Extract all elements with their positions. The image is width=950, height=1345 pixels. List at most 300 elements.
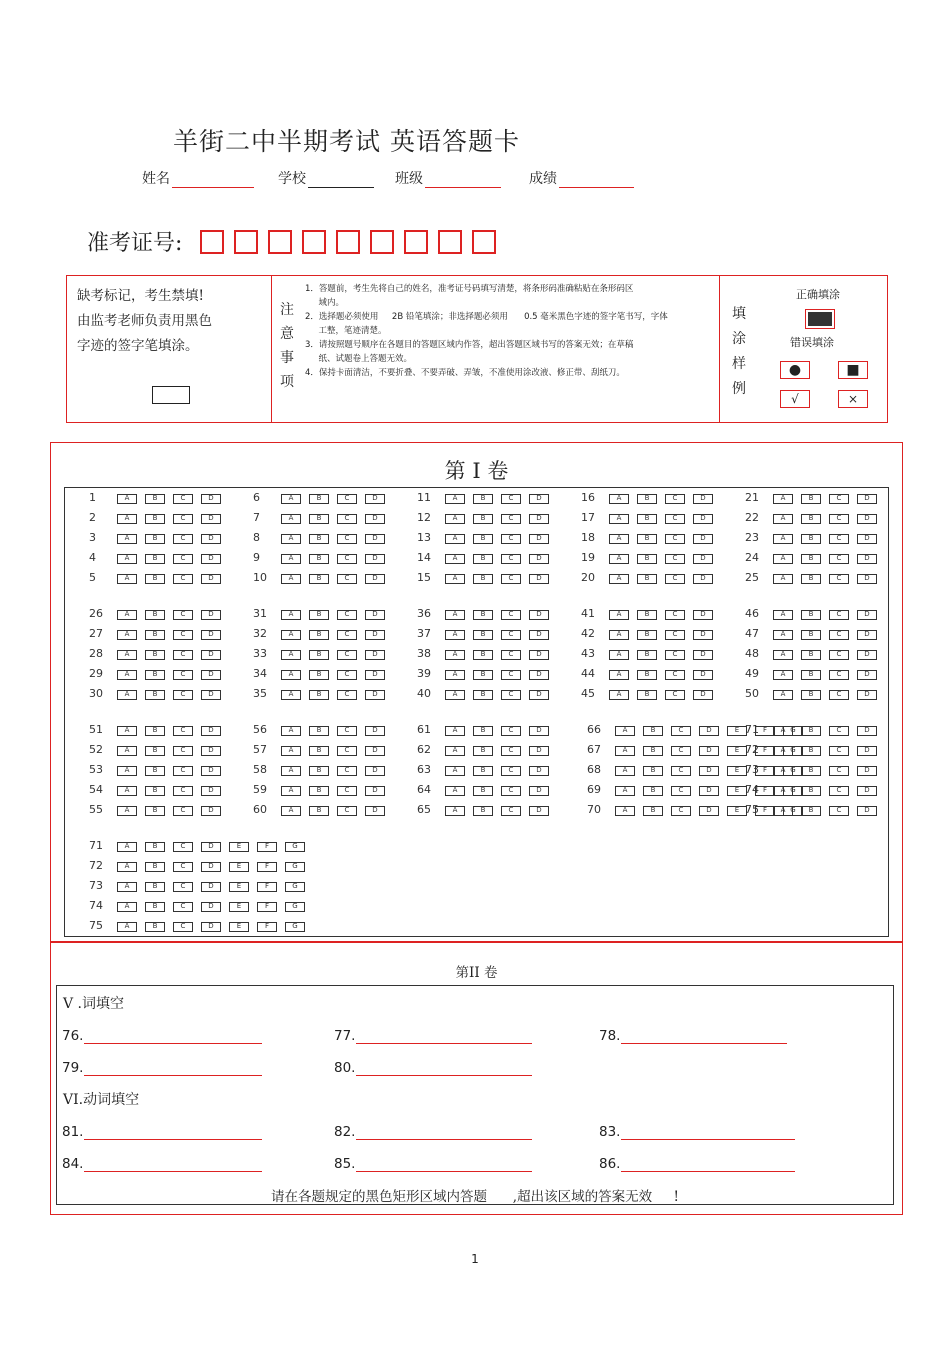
answer-bubble-66-e[interactable]: E [727, 726, 747, 736]
answer-bubble-73-c[interactable]: C [173, 882, 193, 892]
answer-bubble-26-c[interactable]: C [173, 610, 193, 620]
field-score[interactable] [529, 168, 634, 188]
answer-bubble-75-c[interactable]: C [173, 922, 193, 932]
answer-bubble-19-d[interactable]: D [693, 554, 713, 564]
answer-bubble-52-d[interactable]: D [201, 746, 221, 756]
answer-bubble-12-c[interactable]: C [501, 514, 521, 524]
answer-bubble-17-a[interactable]: A [609, 514, 629, 524]
answer-bubble-68-e[interactable]: E [727, 766, 747, 776]
answer-bubble-47-a[interactable]: A [773, 630, 793, 640]
answer-bubble-39-d[interactable]: D [529, 670, 549, 680]
answer-bubble-23-d[interactable]: D [857, 534, 877, 544]
answer-bubble-73-f[interactable]: F [257, 882, 277, 892]
answer-line[interactable] [84, 1029, 262, 1044]
answer-bubble-34-a[interactable]: A [281, 670, 301, 680]
answer-bubble-68-a[interactable]: A [615, 766, 635, 776]
answer-bubble-44-b[interactable]: B [637, 670, 657, 680]
answer-bubble-31-d[interactable]: D [365, 610, 385, 620]
answer-bubble-44-d[interactable]: D [693, 670, 713, 680]
answer-bubble-8-c[interactable]: C [337, 534, 357, 544]
answer-bubble-60-a[interactable]: A [281, 806, 301, 816]
answer-bubble-67-d[interactable]: D [699, 746, 719, 756]
answer-bubble-24-b[interactable]: B [801, 554, 821, 564]
answer-bubble-31-b[interactable]: B [309, 610, 329, 620]
blank-83[interactable]: 83. [599, 1124, 795, 1140]
answer-bubble-3-b[interactable]: B [145, 534, 165, 544]
answer-bubble-16-a[interactable]: A [609, 494, 629, 504]
answer-bubble-45-b[interactable]: B [637, 690, 657, 700]
answer-bubble-70-g[interactable]: G [783, 806, 803, 816]
answer-line[interactable] [356, 1029, 532, 1044]
answer-bubble-5-d[interactable]: D [201, 574, 221, 584]
answer-bubble-70-a[interactable]: A [615, 806, 635, 816]
answer-bubble-4-a[interactable]: A [117, 554, 137, 564]
answer-bubble-27-c[interactable]: C [173, 630, 193, 640]
answer-bubble-6-b[interactable]: B [309, 494, 329, 504]
answer-bubble-58-d[interactable]: D [365, 766, 385, 776]
answer-bubble-20-d[interactable]: D [693, 574, 713, 584]
answer-bubble-68-b[interactable]: B [643, 766, 663, 776]
answer-bubble-48-a[interactable]: A [773, 650, 793, 660]
answer-bubble-57-a[interactable]: A [281, 746, 301, 756]
answer-bubble-53-b[interactable]: B [145, 766, 165, 776]
answer-bubble-46-a[interactable]: A [773, 610, 793, 620]
answer-bubble-34-d[interactable]: D [365, 670, 385, 680]
answer-line[interactable] [621, 1157, 795, 1172]
answer-bubble-54-b[interactable]: B [145, 786, 165, 796]
answer-bubble-44-a[interactable]: A [609, 670, 629, 680]
answer-bubble-25-a[interactable]: A [773, 574, 793, 584]
answer-bubble-25-c[interactable]: C [829, 574, 849, 584]
answer-bubble-22-b[interactable]: B [801, 514, 821, 524]
answer-bubble-48-b[interactable]: B [801, 650, 821, 660]
answer-bubble-29-b[interactable]: B [145, 670, 165, 680]
answer-bubble-47-d[interactable]: D [857, 630, 877, 640]
answer-bubble-67-a[interactable]: A [615, 746, 635, 756]
answer-bubble-62-c[interactable]: C [501, 746, 521, 756]
answer-bubble-59-b[interactable]: B [309, 786, 329, 796]
answer-bubble-52-b[interactable]: B [145, 746, 165, 756]
answer-bubble-17-c[interactable]: C [665, 514, 685, 524]
answer-bubble-75-b[interactable]: B [801, 806, 821, 816]
answer-bubble-66-d[interactable]: D [699, 726, 719, 736]
answer-bubble-29-d[interactable]: D [201, 670, 221, 680]
answer-bubble-10-d[interactable]: D [365, 574, 385, 584]
answer-bubble-42-c[interactable]: C [665, 630, 685, 640]
answer-bubble-25-d[interactable]: D [857, 574, 877, 584]
answer-line[interactable] [621, 1125, 795, 1140]
blank-77[interactable]: 77. [334, 1028, 532, 1044]
answer-bubble-63-d[interactable]: D [529, 766, 549, 776]
exam-number-box[interactable] [302, 230, 326, 254]
answer-bubble-11-a[interactable]: A [445, 494, 465, 504]
answer-bubble-46-b[interactable]: B [801, 610, 821, 620]
answer-bubble-27-a[interactable]: A [117, 630, 137, 640]
answer-bubble-51-d[interactable]: D [201, 726, 221, 736]
answer-bubble-39-a[interactable]: A [445, 670, 465, 680]
answer-bubble-69-c[interactable]: C [671, 786, 691, 796]
missing-mark-box[interactable] [152, 386, 190, 404]
answer-bubble-55-d[interactable]: D [201, 806, 221, 816]
answer-bubble-72-c[interactable]: C [829, 746, 849, 756]
answer-bubble-72-b[interactable]: B [801, 746, 821, 756]
field-school[interactable] [278, 168, 374, 188]
answer-bubble-71-e[interactable]: E [229, 842, 249, 852]
answer-bubble-16-c[interactable]: C [665, 494, 685, 504]
answer-bubble-57-c[interactable]: C [337, 746, 357, 756]
answer-bubble-56-c[interactable]: C [337, 726, 357, 736]
answer-bubble-28-d[interactable]: D [201, 650, 221, 660]
answer-bubble-47-c[interactable]: C [829, 630, 849, 640]
answer-bubble-13-c[interactable]: C [501, 534, 521, 544]
answer-bubble-42-a[interactable]: A [609, 630, 629, 640]
answer-bubble-24-d[interactable]: D [857, 554, 877, 564]
answer-bubble-72-a[interactable]: A [117, 862, 137, 872]
answer-bubble-15-c[interactable]: C [501, 574, 521, 584]
answer-bubble-35-d[interactable]: D [365, 690, 385, 700]
answer-bubble-70-b[interactable]: B [643, 806, 663, 816]
answer-bubble-75-f[interactable]: F [257, 922, 277, 932]
field-class[interactable] [395, 168, 501, 188]
answer-bubble-18-a[interactable]: A [609, 534, 629, 544]
answer-bubble-69-a[interactable]: A [615, 786, 635, 796]
answer-bubble-57-d[interactable]: D [365, 746, 385, 756]
answer-bubble-3-c[interactable]: C [173, 534, 193, 544]
answer-bubble-5-b[interactable]: B [145, 574, 165, 584]
answer-bubble-2-d[interactable]: D [201, 514, 221, 524]
answer-bubble-51-c[interactable]: C [173, 726, 193, 736]
answer-bubble-70-d[interactable]: D [699, 806, 719, 816]
answer-line[interactable] [84, 1157, 262, 1172]
answer-bubble-14-d[interactable]: D [529, 554, 549, 564]
answer-bubble-44-c[interactable]: C [665, 670, 685, 680]
answer-bubble-72-d[interactable]: D [857, 746, 877, 756]
answer-bubble-65-a[interactable]: A [445, 806, 465, 816]
answer-bubble-49-a[interactable]: A [773, 670, 793, 680]
answer-bubble-47-b[interactable]: B [801, 630, 821, 640]
answer-bubble-15-a[interactable]: A [445, 574, 465, 584]
answer-bubble-33-d[interactable]: D [365, 650, 385, 660]
answer-bubble-10-a[interactable]: A [281, 574, 301, 584]
answer-line[interactable] [356, 1061, 532, 1076]
answer-bubble-21-b[interactable]: B [801, 494, 821, 504]
answer-bubble-13-b[interactable]: B [473, 534, 493, 544]
answer-bubble-50-d[interactable]: D [857, 690, 877, 700]
answer-bubble-58-c[interactable]: C [337, 766, 357, 776]
answer-bubble-53-c[interactable]: C [173, 766, 193, 776]
answer-bubble-31-c[interactable]: C [337, 610, 357, 620]
answer-line[interactable] [84, 1125, 262, 1140]
answer-bubble-6-a[interactable]: A [281, 494, 301, 504]
answer-bubble-21-d[interactable]: D [857, 494, 877, 504]
answer-bubble-16-d[interactable]: D [693, 494, 713, 504]
answer-bubble-72-e[interactable]: E [229, 862, 249, 872]
answer-bubble-62-b[interactable]: B [473, 746, 493, 756]
answer-bubble-74-c[interactable]: C [173, 902, 193, 912]
answer-bubble-2-b[interactable]: B [145, 514, 165, 524]
answer-bubble-43-d[interactable]: D [693, 650, 713, 660]
answer-bubble-75-d[interactable]: D [857, 806, 877, 816]
answer-bubble-73-d[interactable]: D [857, 766, 877, 776]
blank-82[interactable]: 82. [334, 1124, 532, 1140]
answer-bubble-39-c[interactable]: C [501, 670, 521, 680]
answer-bubble-26-a[interactable]: A [117, 610, 137, 620]
answer-bubble-2-a[interactable]: A [117, 514, 137, 524]
answer-bubble-22-a[interactable]: A [773, 514, 793, 524]
blank-86[interactable]: 86. [599, 1156, 795, 1172]
name-line[interactable] [172, 172, 254, 188]
answer-bubble-72-f[interactable]: F [257, 862, 277, 872]
answer-bubble-14-a[interactable]: A [445, 554, 465, 564]
field-name[interactable] [142, 168, 254, 188]
answer-bubble-37-d[interactable]: D [529, 630, 549, 640]
answer-bubble-16-b[interactable]: B [637, 494, 657, 504]
answer-bubble-4-b[interactable]: B [145, 554, 165, 564]
answer-bubble-50-a[interactable]: A [773, 690, 793, 700]
answer-bubble-29-c[interactable]: C [173, 670, 193, 680]
answer-bubble-45-d[interactable]: D [693, 690, 713, 700]
answer-bubble-61-c[interactable]: C [501, 726, 521, 736]
answer-bubble-19-c[interactable]: C [665, 554, 685, 564]
answer-bubble-46-d[interactable]: D [857, 610, 877, 620]
exam-number-box[interactable] [404, 230, 428, 254]
answer-bubble-7-a[interactable]: A [281, 514, 301, 524]
answer-bubble-74-g[interactable]: G [285, 902, 305, 912]
answer-bubble-65-c[interactable]: C [501, 806, 521, 816]
answer-bubble-35-b[interactable]: B [309, 690, 329, 700]
exam-number-box[interactable] [438, 230, 462, 254]
answer-bubble-32-b[interactable]: B [309, 630, 329, 640]
answer-bubble-73-c[interactable]: C [829, 766, 849, 776]
answer-bubble-67-e[interactable]: E [727, 746, 747, 756]
answer-bubble-49-d[interactable]: D [857, 670, 877, 680]
answer-bubble-73-e[interactable]: E [229, 882, 249, 892]
school-line[interactable] [308, 172, 374, 188]
answer-bubble-68-f[interactable]: F [755, 766, 775, 776]
answer-bubble-40-d[interactable]: D [529, 690, 549, 700]
answer-bubble-43-b[interactable]: B [637, 650, 657, 660]
answer-bubble-73-a[interactable]: A [773, 766, 793, 776]
answer-bubble-59-d[interactable]: D [365, 786, 385, 796]
answer-bubble-17-d[interactable]: D [693, 514, 713, 524]
score-line[interactable] [559, 172, 634, 188]
answer-bubble-65-d[interactable]: D [529, 806, 549, 816]
answer-bubble-1-a[interactable]: A [117, 494, 137, 504]
answer-bubble-3-a[interactable]: A [117, 534, 137, 544]
answer-bubble-74-f[interactable]: F [257, 902, 277, 912]
answer-bubble-73-b[interactable]: B [801, 766, 821, 776]
answer-bubble-54-a[interactable]: A [117, 786, 137, 796]
answer-bubble-74-c[interactable]: C [829, 786, 849, 796]
answer-bubble-63-c[interactable]: C [501, 766, 521, 776]
answer-bubble-38-b[interactable]: B [473, 650, 493, 660]
answer-bubble-72-g[interactable]: G [285, 862, 305, 872]
answer-bubble-20-a[interactable]: A [609, 574, 629, 584]
exam-number-box[interactable] [472, 230, 496, 254]
answer-bubble-2-c[interactable]: C [173, 514, 193, 524]
answer-bubble-12-a[interactable]: A [445, 514, 465, 524]
answer-bubble-37-c[interactable]: C [501, 630, 521, 640]
answer-bubble-38-c[interactable]: C [501, 650, 521, 660]
answer-bubble-6-c[interactable]: C [337, 494, 357, 504]
answer-bubble-40-b[interactable]: B [473, 690, 493, 700]
answer-bubble-58-b[interactable]: B [309, 766, 329, 776]
answer-bubble-30-b[interactable]: B [145, 690, 165, 700]
answer-bubble-60-c[interactable]: C [337, 806, 357, 816]
blank-78[interactable]: 78. [599, 1028, 787, 1044]
answer-bubble-53-a[interactable]: A [117, 766, 137, 776]
answer-bubble-53-d[interactable]: D [201, 766, 221, 776]
answer-bubble-48-d[interactable]: D [857, 650, 877, 660]
answer-bubble-71-c[interactable]: C [829, 726, 849, 736]
answer-bubble-75-c[interactable]: C [829, 806, 849, 816]
answer-bubble-67-b[interactable]: B [643, 746, 663, 756]
answer-bubble-58-a[interactable]: A [281, 766, 301, 776]
answer-bubble-1-b[interactable]: B [145, 494, 165, 504]
answer-bubble-51-b[interactable]: B [145, 726, 165, 736]
answer-bubble-48-c[interactable]: C [829, 650, 849, 660]
answer-bubble-23-b[interactable]: B [801, 534, 821, 544]
answer-bubble-41-d[interactable]: D [693, 610, 713, 620]
answer-bubble-49-b[interactable]: B [801, 670, 821, 680]
answer-bubble-9-d[interactable]: D [365, 554, 385, 564]
answer-bubble-11-c[interactable]: C [501, 494, 521, 504]
answer-bubble-70-f[interactable]: F [755, 806, 775, 816]
answer-bubble-56-a[interactable]: A [281, 726, 301, 736]
exam-number-box[interactable] [370, 230, 394, 254]
answer-bubble-26-b[interactable]: B [145, 610, 165, 620]
answer-bubble-11-d[interactable]: D [529, 494, 549, 504]
answer-bubble-59-c[interactable]: C [337, 786, 357, 796]
answer-bubble-38-a[interactable]: A [445, 650, 465, 660]
answer-bubble-50-b[interactable]: B [801, 690, 821, 700]
answer-bubble-75-a[interactable]: A [773, 806, 793, 816]
answer-bubble-23-c[interactable]: C [829, 534, 849, 544]
answer-bubble-61-a[interactable]: A [445, 726, 465, 736]
answer-bubble-72-a[interactable]: A [773, 746, 793, 756]
exam-number-box[interactable] [268, 230, 292, 254]
answer-bubble-60-b[interactable]: B [309, 806, 329, 816]
answer-bubble-74-b[interactable]: B [801, 786, 821, 796]
answer-line[interactable] [621, 1029, 787, 1044]
answer-bubble-14-b[interactable]: B [473, 554, 493, 564]
answer-bubble-69-g[interactable]: G [783, 786, 803, 796]
answer-bubble-26-d[interactable]: D [201, 610, 221, 620]
answer-bubble-52-a[interactable]: A [117, 746, 137, 756]
answer-bubble-71-c[interactable]: C [173, 842, 193, 852]
answer-bubble-4-c[interactable]: C [173, 554, 193, 564]
answer-bubble-50-c[interactable]: C [829, 690, 849, 700]
answer-bubble-72-d[interactable]: D [201, 862, 221, 872]
answer-bubble-68-g[interactable]: G [783, 766, 803, 776]
answer-bubble-46-c[interactable]: C [829, 610, 849, 620]
answer-bubble-63-a[interactable]: A [445, 766, 465, 776]
answer-bubble-55-c[interactable]: C [173, 806, 193, 816]
answer-bubble-74-b[interactable]: B [145, 902, 165, 912]
answer-bubble-8-a[interactable]: A [281, 534, 301, 544]
answer-bubble-18-c[interactable]: C [665, 534, 685, 544]
answer-bubble-28-b[interactable]: B [145, 650, 165, 660]
answer-bubble-75-g[interactable]: G [285, 922, 305, 932]
answer-bubble-54-c[interactable]: C [173, 786, 193, 796]
exam-number-box[interactable] [200, 230, 224, 254]
answer-bubble-13-d[interactable]: D [529, 534, 549, 544]
answer-bubble-27-d[interactable]: D [201, 630, 221, 640]
answer-bubble-66-f[interactable]: F [755, 726, 775, 736]
answer-bubble-72-b[interactable]: B [145, 862, 165, 872]
answer-bubble-42-b[interactable]: B [637, 630, 657, 640]
answer-bubble-4-d[interactable]: D [201, 554, 221, 564]
answer-bubble-33-b[interactable]: B [309, 650, 329, 660]
answer-bubble-71-a[interactable]: A [773, 726, 793, 736]
exam-number-boxes[interactable] [200, 230, 506, 254]
answer-bubble-34-b[interactable]: B [309, 670, 329, 680]
answer-bubble-11-b[interactable]: B [473, 494, 493, 504]
answer-bubble-66-c[interactable]: C [671, 726, 691, 736]
answer-bubble-30-d[interactable]: D [201, 690, 221, 700]
answer-bubble-40-c[interactable]: C [501, 690, 521, 700]
answer-bubble-55-a[interactable]: A [117, 806, 137, 816]
answer-bubble-37-a[interactable]: A [445, 630, 465, 640]
answer-bubble-9-a[interactable]: A [281, 554, 301, 564]
answer-bubble-45-a[interactable]: A [609, 690, 629, 700]
answer-bubble-64-b[interactable]: B [473, 786, 493, 796]
answer-bubble-45-c[interactable]: C [665, 690, 685, 700]
answer-bubble-67-c[interactable]: C [671, 746, 691, 756]
answer-bubble-56-b[interactable]: B [309, 726, 329, 736]
answer-bubble-7-c[interactable]: C [337, 514, 357, 524]
blank-81[interactable]: 81. [62, 1124, 262, 1140]
answer-bubble-64-d[interactable]: D [529, 786, 549, 796]
answer-bubble-19-b[interactable]: B [637, 554, 657, 564]
answer-bubble-61-b[interactable]: B [473, 726, 493, 736]
answer-bubble-74-d[interactable]: D [857, 786, 877, 796]
answer-bubble-65-b[interactable]: B [473, 806, 493, 816]
answer-bubble-67-g[interactable]: G [783, 746, 803, 756]
answer-bubble-31-a[interactable]: A [281, 610, 301, 620]
answer-bubble-69-f[interactable]: F [755, 786, 775, 796]
answer-bubble-70-e[interactable]: E [727, 806, 747, 816]
answer-bubble-18-b[interactable]: B [637, 534, 657, 544]
answer-bubble-36-d[interactable]: D [529, 610, 549, 620]
answer-bubble-57-b[interactable]: B [309, 746, 329, 756]
answer-bubble-70-c[interactable]: C [671, 806, 691, 816]
answer-bubble-38-d[interactable]: D [529, 650, 549, 660]
answer-bubble-27-b[interactable]: B [145, 630, 165, 640]
blank-80[interactable]: 80. [334, 1060, 532, 1076]
answer-bubble-6-d[interactable]: D [365, 494, 385, 504]
answer-bubble-56-d[interactable]: D [365, 726, 385, 736]
answer-bubble-49-c[interactable]: C [829, 670, 849, 680]
answer-bubble-68-d[interactable]: D [699, 766, 719, 776]
answer-bubble-13-a[interactable]: A [445, 534, 465, 544]
answer-bubble-5-a[interactable]: A [117, 574, 137, 584]
answer-bubble-35-c[interactable]: C [337, 690, 357, 700]
answer-bubble-32-d[interactable]: D [365, 630, 385, 640]
exam-number-box[interactable] [336, 230, 360, 254]
answer-bubble-12-d[interactable]: D [529, 514, 549, 524]
answer-bubble-22-c[interactable]: C [829, 514, 849, 524]
answer-bubble-34-c[interactable]: C [337, 670, 357, 680]
answer-bubble-63-b[interactable]: B [473, 766, 493, 776]
answer-bubble-8-b[interactable]: B [309, 534, 329, 544]
answer-bubble-55-b[interactable]: B [145, 806, 165, 816]
answer-bubble-66-g[interactable]: G [783, 726, 803, 736]
answer-bubble-28-a[interactable]: A [117, 650, 137, 660]
answer-bubble-36-c[interactable]: C [501, 610, 521, 620]
answer-bubble-36-a[interactable]: A [445, 610, 465, 620]
answer-bubble-23-a[interactable]: A [773, 534, 793, 544]
